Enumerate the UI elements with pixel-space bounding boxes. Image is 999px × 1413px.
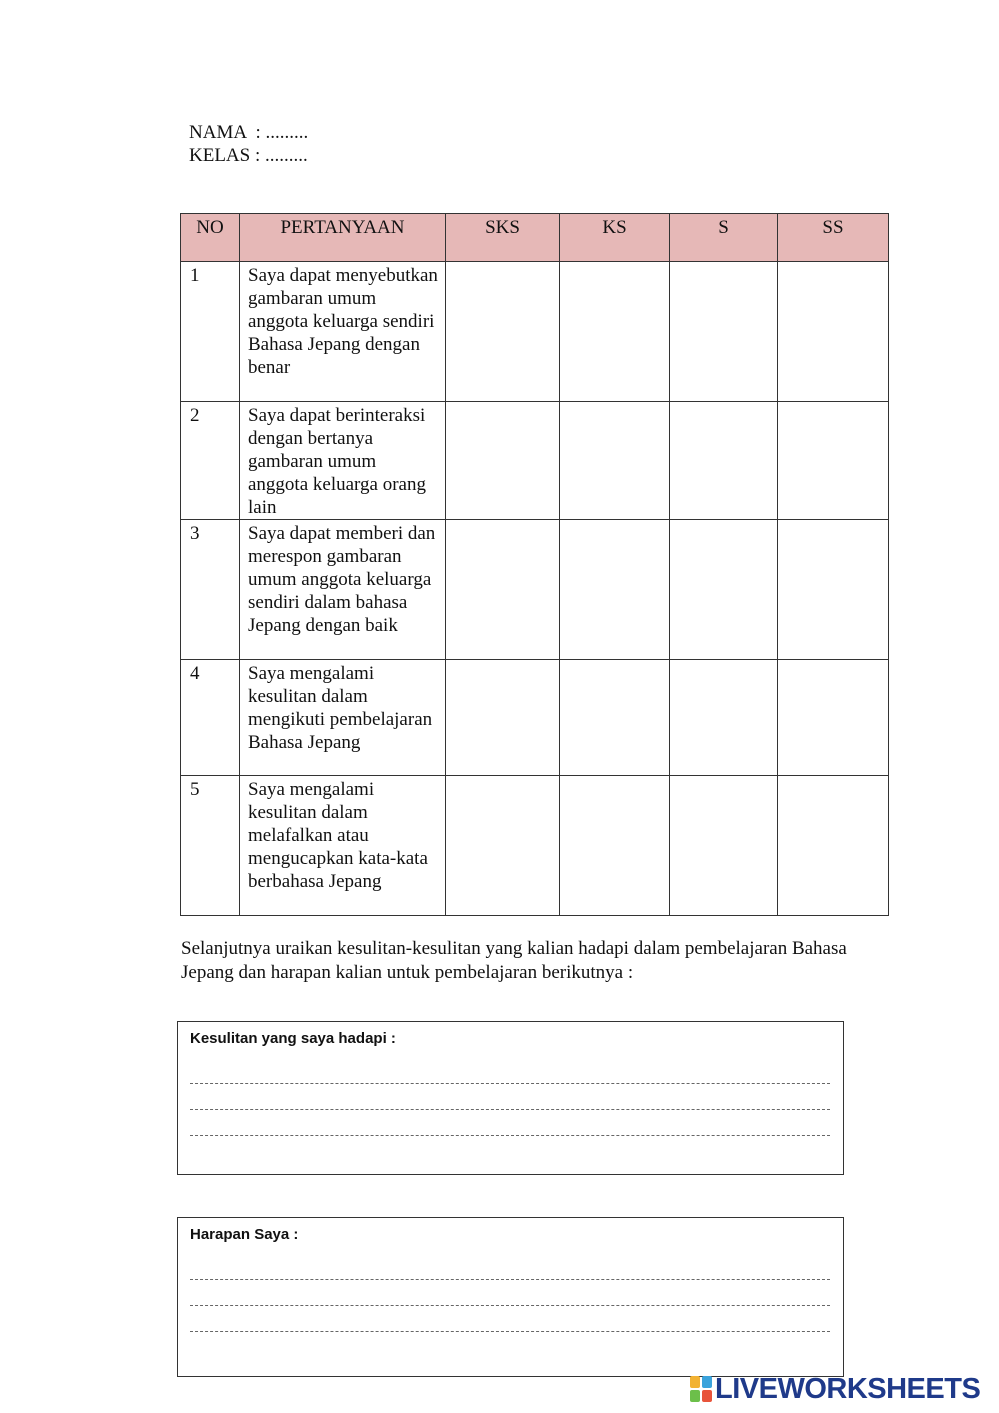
answer-cell-ss[interactable] — [778, 262, 889, 402]
answer-cell-ss[interactable] — [778, 402, 889, 520]
name-field[interactable]: NAMA : ......... — [189, 122, 309, 143]
logo-square-icon — [702, 1376, 712, 1388]
answer-cell-ss[interactable] — [778, 520, 889, 660]
instruction-text: Selanjutnya uraikan kesulitan-kesulitan yang kalian hadapi dalam pembelajaran Bahasa Jepang dan harapan kalian untuk pembelajaran berikutnya : — [181, 938, 847, 983]
row-number: 5 — [181, 776, 240, 916]
logo-square-icon — [702, 1390, 712, 1402]
answer-cell-sks[interactable] — [446, 660, 560, 776]
row-number: 2 — [181, 402, 240, 520]
table-row — [181, 660, 889, 776]
row-number: 1 — [181, 262, 240, 402]
answer-cell-s[interactable] — [670, 660, 778, 776]
row-question: Saya dapat menyebutkan gambaran umum anggota keluarga sendiri Bahasa Jepang dengan benar — [240, 262, 446, 402]
header-ks: KS — [560, 214, 670, 262]
row-number: 3 — [181, 520, 240, 660]
answer-cell-s[interactable] — [670, 776, 778, 916]
answer-cell-s[interactable] — [670, 520, 778, 660]
table-row — [181, 776, 889, 916]
logo-square-icon — [690, 1376, 700, 1388]
answer-line[interactable] — [190, 1331, 830, 1332]
row-question: Saya dapat berinteraksi dengan bertanya gambaran umum anggota keluarga orang lain — [240, 402, 446, 520]
answer-cell-sks[interactable] — [446, 776, 560, 916]
questionnaire-table — [180, 213, 889, 916]
answer-cell-ss[interactable] — [778, 660, 889, 776]
answer-cell-sks[interactable] — [446, 402, 560, 520]
liveworksheets-logo — [690, 1372, 980, 1406]
hopes-box[interactable] — [177, 1217, 844, 1377]
answer-line[interactable] — [190, 1279, 830, 1280]
row-question: Saya dapat memberi dan merespon gambaran umum anggota keluarga sendiri dalam bahasa Jepang dengan baik — [240, 520, 446, 660]
header-no: NO — [181, 214, 240, 262]
student-identity — [189, 121, 308, 167]
header-ss: SS — [778, 214, 889, 262]
header-s: S — [670, 214, 778, 262]
answer-cell-ks[interactable] — [560, 660, 670, 776]
answer-cell-ks[interactable] — [560, 262, 670, 402]
hopes-title: Harapan Saya : — [190, 1226, 299, 1243]
logo-wordmark: LIVEWORKSHEETS — [715, 1372, 981, 1405]
table-row — [181, 262, 889, 402]
answer-cell-ks[interactable] — [560, 402, 670, 520]
liveworksheets-logo-icon — [690, 1376, 712, 1402]
table-row — [181, 402, 889, 520]
answer-cell-s[interactable] — [670, 402, 778, 520]
answer-line[interactable] — [190, 1305, 830, 1306]
answer-cell-ks[interactable] — [560, 776, 670, 916]
row-question: Saya mengalami kesulitan dalam mengikuti pembelajaran Bahasa Jepang — [240, 660, 446, 776]
answer-cell-ks[interactable] — [560, 520, 670, 660]
answer-line[interactable] — [190, 1109, 830, 1110]
answer-line[interactable] — [190, 1083, 830, 1084]
class-field[interactable]: KELAS : ......... — [189, 145, 308, 166]
answer-cell-sks[interactable] — [446, 520, 560, 660]
logo-square-icon — [690, 1390, 700, 1402]
row-question: Saya mengalami kesulitan dalam melafalkan atau mengucapkan kata-kata berbahasa Jepang — [240, 776, 446, 916]
answer-cell-s[interactable] — [670, 262, 778, 402]
table-row — [181, 520, 889, 660]
difficulties-title: Kesulitan yang saya hadapi : — [190, 1030, 396, 1047]
answer-cell-sks[interactable] — [446, 262, 560, 402]
difficulties-box[interactable] — [177, 1021, 844, 1175]
header-sks: SKS — [446, 214, 560, 262]
table-header-row — [181, 214, 889, 262]
answer-cell-ss[interactable] — [778, 776, 889, 916]
answer-line[interactable] — [190, 1135, 830, 1136]
header-question: PERTANYAAN — [240, 214, 446, 262]
row-number: 4 — [181, 660, 240, 776]
